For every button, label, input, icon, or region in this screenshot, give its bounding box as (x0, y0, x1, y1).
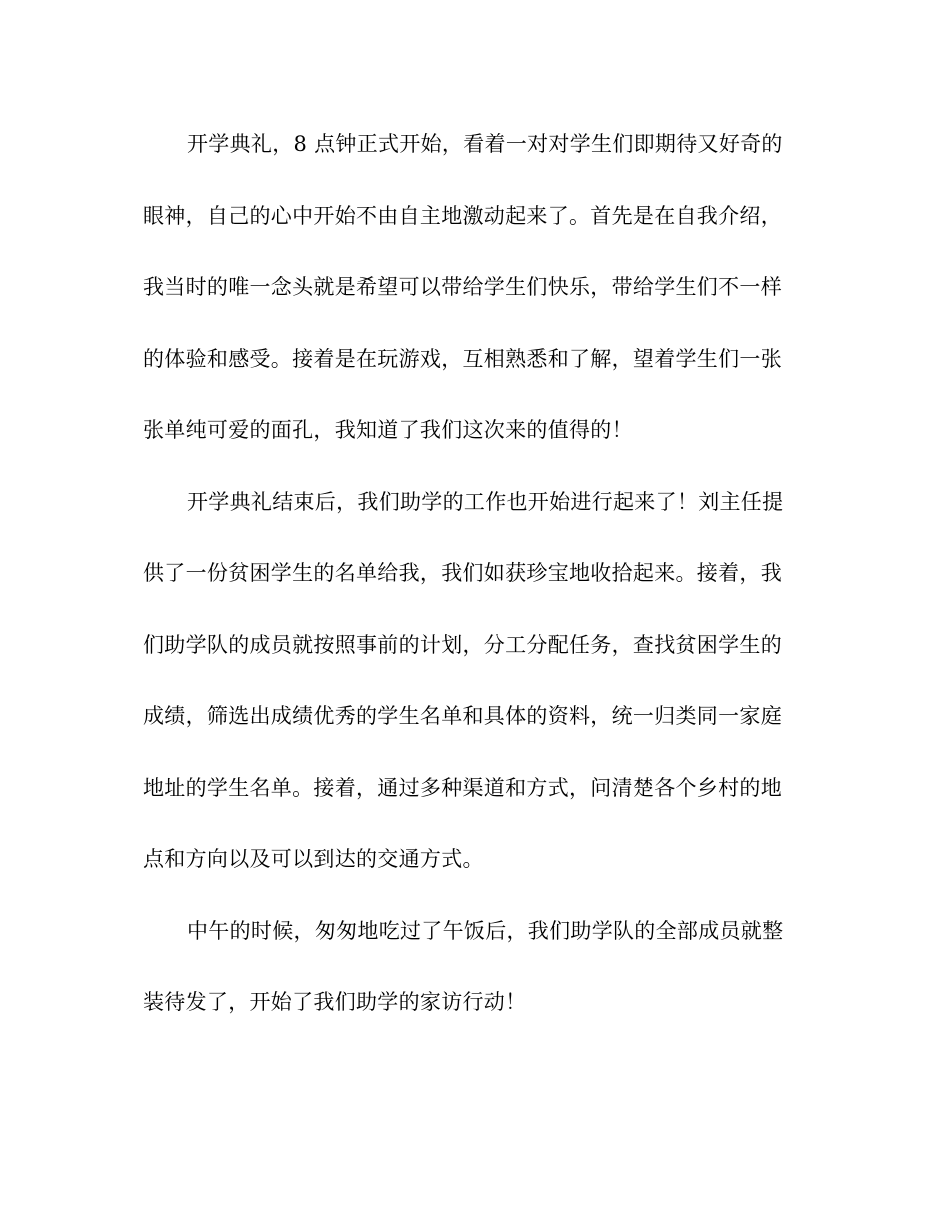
paragraph-1 (143, 113, 799, 471)
paragraph-2 (143, 471, 799, 900)
text-line: 们助学队的成员就按照事前的计划，分工分配任务，查找贫困学生的 (143, 632, 782, 657)
paragraph-3 (143, 900, 799, 1043)
text-line: 我当时的唯一念头就是希望可以带给学生们快乐，带给学生们不一样 (143, 275, 782, 299)
text-line: 装待发了，开始了我们助学的家访行动！ (143, 990, 527, 1014)
text-line: 眼神，自己的心中开始不由自主地激动起来了。首先是在自我介绍， (143, 203, 782, 228)
text-line: 供了一份贫困学生的名单给我，我们如获珍宝地收拾起来。接着，我 (143, 561, 782, 585)
text-line: 成绩，筛选出成绩优秀的学生名单和具体的资料，统一归类同一家庭 (143, 704, 782, 728)
text-line: 中午的时候，匆匆地吃过了午饭后，我们助学队的全部成员就整 (187, 918, 784, 943)
text-line: 的体验和感受。接着是在玩游戏，互相熟悉和了解，望着学生们一张 (143, 346, 782, 371)
document-body (143, 113, 799, 1043)
text-line: 开学典礼结束后，我们助学的工作也开始进行起来了！刘主任提 (187, 489, 784, 514)
text-line: 张单纯可爱的面孔，我知道了我们这次来的值得的！ (143, 418, 633, 442)
text-line: 开学典礼，8 点钟正式开始，看着一对对学生们即期待又好奇的 (187, 132, 783, 156)
text-line: 地址的学生名单。接着，通过多种渠道和方式，问清楚各个乡村的地 (143, 775, 782, 800)
text-line: 点和方向以及可以到达的交通方式。 (143, 847, 484, 871)
